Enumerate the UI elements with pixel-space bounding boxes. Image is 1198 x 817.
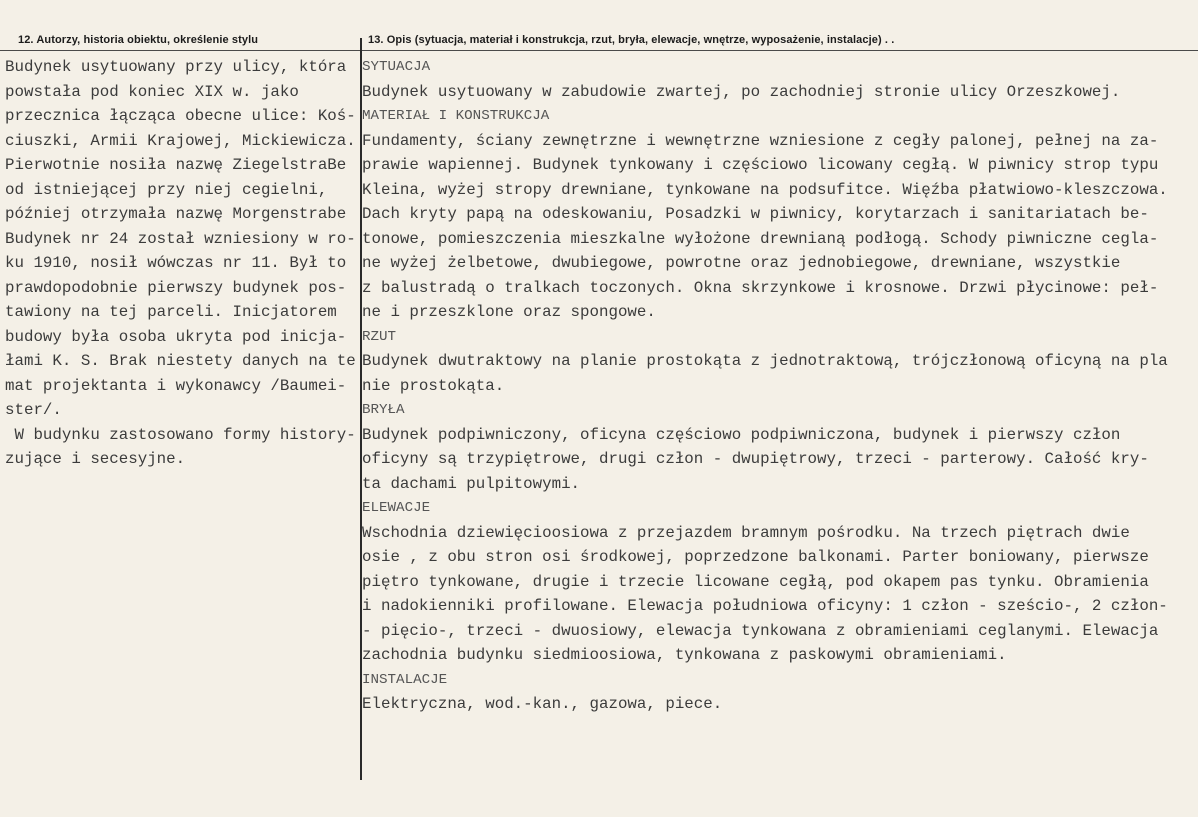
history-text-line: później otrzymała nazwę Morgenstrabe xyxy=(5,205,347,223)
history-text-line: mat projektanta i wykonawcy /Baumei- xyxy=(5,376,347,395)
section-heading: INSTALACJE xyxy=(362,671,448,688)
section-13-header: 13. Opis (sytuacja, materiał i konstrukcja, rzut, bryła, elewacje, wnętrze, wyposażenie, instalacje) . . xyxy=(368,34,895,46)
description-text-line: ne wyżej żelbetowe, dwubiegowe, powrotne oraz jednobiegowe, drewniane, wszystkie xyxy=(362,254,1121,272)
history-text-line: Budynek usytuowany przy ulicy, która xyxy=(5,58,347,76)
history-text-line: tawiony na tej parceli. Inicjatorem xyxy=(5,303,337,321)
description-text-line: ta dachami pulpitowymi. xyxy=(362,474,581,493)
header-divider xyxy=(0,50,1198,51)
history-text-line: W budynku zastosowano formy history- xyxy=(5,425,356,444)
description-text-line: Wschodnia dziewięcioosiowa z przejazdem bramnym pośrodku. Na trzech piętrach dwie xyxy=(362,523,1130,542)
section-heading: ELEWACJE xyxy=(362,500,431,516)
history-text-line: ku 1910, nosił wówczas nr 11. Był to xyxy=(5,254,347,272)
history-text-line: Pierwotnie nosiła nazwę ZiegelstraBe xyxy=(5,156,347,174)
description-text-line: ne i przeszklone oraz spongowe. xyxy=(362,303,656,321)
history-text-line: ciuszki, Armii Krajowej, Mickiewicza. xyxy=(5,131,356,150)
history-text-line: ster/. xyxy=(5,401,62,419)
history-text-line: budowy była osoba ukryta pod inicja- xyxy=(5,327,347,346)
description-text-line: piętro tynkowane, drugie i trzecie licowane cegłą, pod okapem pas tynku. Obramienia xyxy=(362,572,1149,591)
description-text-line: Elektryczna, wod.-kan., gazowa, piece. xyxy=(362,695,723,713)
history-text-line: przecznica łącząca obecne ulice: Koś- xyxy=(5,107,356,125)
history-text-line: Budynek nr 24 został wzniesiony w ro- xyxy=(5,229,356,248)
description-text-line: osie , z obu stron osi środkowej, poprzedzone balkonami. Parter boniowany, pierwsze xyxy=(362,548,1149,566)
history-text-line: powstała pod koniec XIX w. jako xyxy=(5,82,299,101)
history-text-line: zujące i secesyjne. xyxy=(5,450,186,468)
description-text-line: Kleina, wyżej stropy drewniane, tynkowane na podsufitce. Więźba płatwiowo-kleszczowa. xyxy=(362,180,1168,199)
description-text-line: Budynek dwutraktowy na planie prostokąta z jednotraktową, trójczłonową oficyną na pla xyxy=(362,352,1168,370)
description-text-line: Fundamenty, ściany zewnętrzne i wewnętrzne wzniesione z cegły palonej, pełnej na za- xyxy=(362,131,1159,150)
history-text-line: prawdopodobnie pierwszy budynek pos- xyxy=(5,278,347,297)
description-text-column xyxy=(362,55,1194,717)
description-text-line: nie prostokąta. xyxy=(362,376,505,395)
description-text-line: z balustradą o tralkach toczonych. Okna skrzynkowe i krosnowe. Drzwi płycinowe: peł- xyxy=(362,278,1159,297)
description-text-line: tonowe, pomieszczenia mieszkalne wyłożone drewnianą podłogą. Schody piwniczne cegla- xyxy=(362,229,1159,248)
description-text-line: Budynek podpiwniczony, oficyna częściowo podpiwniczona, budynek i pierwszy człon xyxy=(362,425,1121,444)
section-heading: SYTUACJA xyxy=(362,59,431,75)
description-text-line: Budynek usytuowany w zabudowie zwartej, po zachodniej stronie ulicy Orzeszkowej. xyxy=(362,82,1121,101)
description-text-line: Dach kryty papą na odeskowaniu, Posadzki w piwnicy, korytarzach i sanitariatach be- xyxy=(362,205,1149,223)
description-text-line: prawie wapiennej. Budynek tynkowany i częściowo licowany cegłą. W piwnicy strop typu xyxy=(362,156,1159,174)
section-heading: RZUT xyxy=(362,328,397,345)
description-text-line: zachodnia budynku siedmioosiowa, tynkowana z paskowymi obramieniami. xyxy=(362,646,1007,664)
section-heading: BRYŁA xyxy=(362,402,405,418)
description-text-line: - pięcio-, trzeci - dwuosiowy, elewacja tynkowana z obramieniami ceglanymi. Elewacja xyxy=(362,621,1159,640)
description-text-line: i nadokienniki profilowane. Elewacja południowa oficyny: 1 człon - sześcio-, 2 człon- xyxy=(362,597,1168,615)
history-text-column xyxy=(5,55,357,472)
description-text-line: oficyny są trzypiętrowe, drugi człon - dwupiętrowy, trzeci - parterowy. Całość kry- xyxy=(362,450,1149,468)
section-heading: MATERIAŁ I KONSTRUKCJA xyxy=(362,108,550,124)
history-text-line: od istniejącej przy niej cegielni, xyxy=(5,180,328,199)
section-12-header: 12. Autorzy, historia obiektu, określenie stylu xyxy=(18,34,259,46)
history-text-line: łami K. S. Brak niestety danych na te xyxy=(5,352,356,370)
